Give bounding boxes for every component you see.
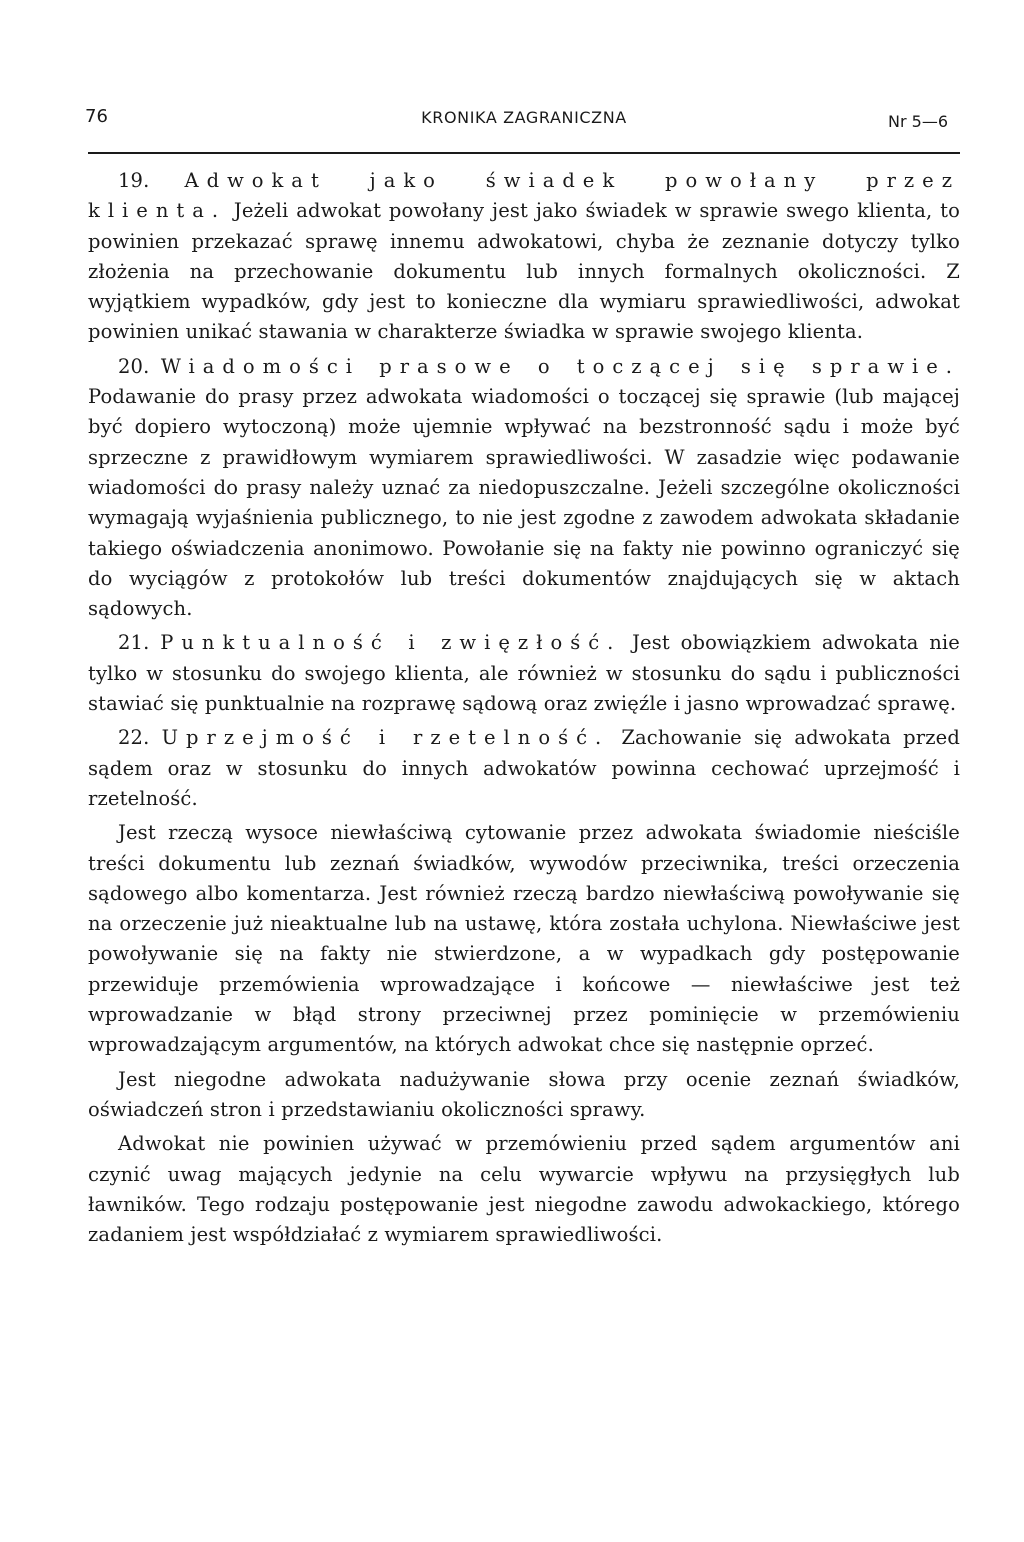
page-number: 76 <box>85 106 108 127</box>
running-head: KRONIKA ZAGRANICZNA <box>421 108 627 127</box>
article-body <box>88 166 960 1250</box>
section-number: 22. <box>118 726 150 750</box>
section-text: Jest obowiązkiem adwokata nie tylko w stosunku do swojego klienta, ale również w stosunku do sądu i publiczności stawiać się punktualnie na rozprawę sądową oraz zwięźle i jasno wprowadzać sprawę. <box>88 631 960 716</box>
paragraph: Adwokat nie powinien używać w przemówieniu przed sądem argumentów ani czynić uwag mających jedynie na celu wywarcie wpływu na przysięgłych lub ławników. Tego rodzaju postępowanie jest niegodne zawodu adwokackiego, którego zadaniem jest współdziałać z wymiarem sprawiedliwości. <box>88 1132 960 1247</box>
section-22 <box>88 723 960 814</box>
section-text: Jeżeli adwokat powołany jest jako świadek w sprawie swego klienta, to powinien przekazać sprawę innemu adwokatowi, chyba że zeznanie dotyczy tylko złożenia na przechowanie dokumentu lub innych formalnych okoliczności. Z wyjątkiem wypadków, gdy jest to konieczne dla wymiaru sprawiedliwości, adwokat powinien unikać stawania w charakterze świadka w sprawie swojego klienta. <box>88 199 960 344</box>
paragraph: Jest rzeczą wysoce niewłaściwą cytowanie przez adwokata świadomie nieściśle treści dokumentu lub zeznań świadków, wywodów przeciwnika, treści orzeczenia sądowego albo komentarza. Jest również rzeczą bardzo niewłaściwą powoływanie się na orzeczenie już nieaktualne lub na ustawę, która została uchylona. Niewłaściwe jest powoływanie się na fakty nie stwierdzone, a w wypadkach gdy postępowanie przewiduje przemówienia wprowadzające i końcowe — niewłaściwe jest też wprowadzanie w błąd strony przeciwnej przez pominięcie w przemówieniu wprowadzającym argumentów, na których adwokat chce się następnie oprzeć. <box>88 821 960 1057</box>
section-text: Zachowanie się adwokata przed sądem oraz w stosunku do innych adwokatów powinna cechować uprzejmość i rzetelność. <box>88 726 960 810</box>
section-number: 19. <box>118 169 150 192</box>
section-heading: Wiadomości prasowe o toczącej się sprawie. <box>160 354 960 378</box>
section-heading: Uprzejmość i rzetelność. <box>161 726 610 750</box>
section-text: Podawanie do prasy przez adwokata wiadomości o toczącej się sprawie (lub mającej być dopiero wytoczoną) może ujemnie wpływać na bezstronność sądu i może być sprzeczne z prawidłowym wymiarem sprawiedliwości. W zasadzie więc podawanie wiadomości do prasy należy uznać za niedopuszczalne. Jeżeli szczególne okoliczności wymagają wyjaśnienia publicznego, to nie jest zgodne z zawodem adwokata składanie takiego oświadczenia anonimowo. Powołanie się na fakty nie powinno ograniczyć się do wyciągów z protokołów lub treści dokumentów znajdujących się w aktach sądowych. <box>88 385 960 621</box>
section-heading: Punktualność i zwięzłość. <box>160 631 622 655</box>
section-20 <box>88 352 960 625</box>
page <box>85 92 960 1254</box>
section-21 <box>88 628 960 719</box>
page-header <box>85 92 960 154</box>
section-number: 20. <box>118 354 150 378</box>
issue-number: Nr 5—6 <box>888 112 948 131</box>
section-number: 21. <box>118 631 150 655</box>
section-heading: Adwokat jako świadek powołany przez klienta. <box>88 169 960 223</box>
paragraph: Jest niegodne adwokata nadużywanie słowa przy ocenie zeznań świadków, oświadczeń stron i przedstawianiu okoliczności sprawy. <box>88 1067 960 1121</box>
section-19 <box>88 166 960 348</box>
